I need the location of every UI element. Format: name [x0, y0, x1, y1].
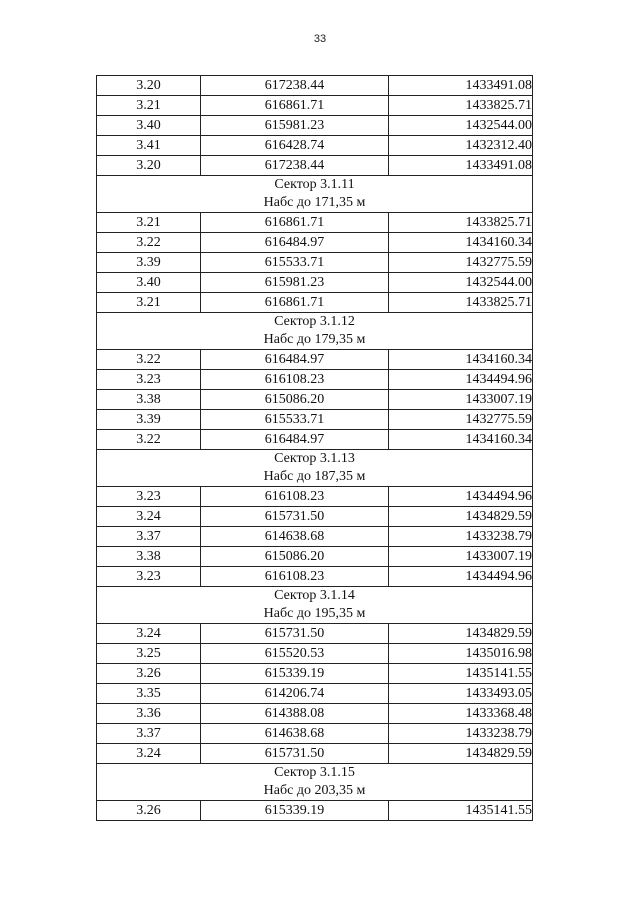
table-row [97, 156, 533, 176]
y-coordinate-cell: 1435141.55 [389, 801, 533, 821]
sector-heading-row [97, 450, 533, 487]
table-row [97, 644, 533, 664]
table-row [97, 624, 533, 644]
point-number-cell: 3.37 [97, 527, 201, 547]
y-coordinate-cell: 1433493.05 [389, 684, 533, 704]
table-row [97, 116, 533, 136]
y-coordinate-cell: 1433491.08 [389, 76, 533, 96]
table-row [97, 273, 533, 293]
y-coordinate-cell: 1433825.71 [389, 213, 533, 233]
point-number-cell: 3.24 [97, 507, 201, 527]
point-number-cell: 3.39 [97, 253, 201, 273]
point-number-cell: 3.35 [97, 684, 201, 704]
point-number-cell: 3.20 [97, 156, 201, 176]
point-number-cell: 3.38 [97, 390, 201, 410]
sector-heading [97, 176, 533, 213]
y-coordinate-cell: 1432775.59 [389, 410, 533, 430]
sector-heading-row [97, 313, 533, 350]
point-number-cell: 3.21 [97, 293, 201, 313]
y-coordinate-cell: 1432544.00 [389, 116, 533, 136]
table-row [97, 350, 533, 370]
coordinates-table [96, 75, 533, 821]
table-row [97, 664, 533, 684]
sector-height-limit: Набс до 171,35 м [263, 195, 366, 210]
point-number-cell: 3.23 [97, 567, 201, 587]
point-number-cell: 3.23 [97, 370, 201, 390]
y-coordinate-cell: 1433007.19 [389, 390, 533, 410]
sector-title: Сектор 3.1.14 [274, 588, 355, 603]
point-number-cell: 3.24 [97, 744, 201, 764]
x-coordinate-cell: 616484.97 [201, 350, 389, 370]
point-number-cell: 3.22 [97, 430, 201, 450]
point-number-cell: 3.26 [97, 801, 201, 821]
y-coordinate-cell: 1433491.08 [389, 156, 533, 176]
y-coordinate-cell: 1434829.59 [389, 744, 533, 764]
sector-heading [97, 764, 533, 801]
point-number-cell: 3.22 [97, 350, 201, 370]
table-row [97, 684, 533, 704]
y-coordinate-cell: 1433825.71 [389, 96, 533, 116]
y-coordinate-cell: 1434829.59 [389, 624, 533, 644]
table-row [97, 507, 533, 527]
y-coordinate-cell: 1432775.59 [389, 253, 533, 273]
y-coordinate-cell: 1434494.96 [389, 487, 533, 507]
x-coordinate-cell: 616484.97 [201, 430, 389, 450]
point-number-cell: 3.41 [97, 136, 201, 156]
table-row [97, 253, 533, 273]
sector-height-limit: Набс до 187,35 м [263, 469, 366, 484]
x-coordinate-cell: 616108.23 [201, 370, 389, 390]
point-number-cell: 3.38 [97, 547, 201, 567]
table-row [97, 390, 533, 410]
y-coordinate-cell: 1432312.40 [389, 136, 533, 156]
y-coordinate-cell: 1434494.96 [389, 567, 533, 587]
point-number-cell: 3.39 [97, 410, 201, 430]
table-row [97, 801, 533, 821]
y-coordinate-cell: 1434160.34 [389, 350, 533, 370]
x-coordinate-cell: 617238.44 [201, 156, 389, 176]
sector-title: Сектор 3.1.11 [274, 177, 355, 192]
table-row [97, 527, 533, 547]
x-coordinate-cell: 616861.71 [201, 213, 389, 233]
x-coordinate-cell: 615981.23 [201, 116, 389, 136]
table-row [97, 96, 533, 116]
x-coordinate-cell: 615533.71 [201, 253, 389, 273]
x-coordinate-cell: 615981.23 [201, 273, 389, 293]
y-coordinate-cell: 1433368.48 [389, 704, 533, 724]
x-coordinate-cell: 615086.20 [201, 390, 389, 410]
sector-title: Сектор 3.1.15 [274, 765, 355, 780]
x-coordinate-cell: 616108.23 [201, 487, 389, 507]
y-coordinate-cell: 1433238.79 [389, 724, 533, 744]
table-row [97, 136, 533, 156]
point-number-cell: 3.40 [97, 273, 201, 293]
x-coordinate-cell: 615520.53 [201, 644, 389, 664]
table-row [97, 233, 533, 253]
point-number-cell: 3.25 [97, 644, 201, 664]
point-number-cell: 3.22 [97, 233, 201, 253]
x-coordinate-cell: 614638.68 [201, 724, 389, 744]
x-coordinate-cell: 615339.19 [201, 664, 389, 684]
page-number: 33 [313, 33, 327, 45]
point-number-cell: 3.26 [97, 664, 201, 684]
table-row [97, 487, 533, 507]
x-coordinate-cell: 615731.50 [201, 744, 389, 764]
point-number-cell: 3.40 [97, 116, 201, 136]
y-coordinate-cell: 1434494.96 [389, 370, 533, 390]
y-coordinate-cell: 1433238.79 [389, 527, 533, 547]
x-coordinate-cell: 614206.74 [201, 684, 389, 704]
x-coordinate-cell: 615339.19 [201, 801, 389, 821]
x-coordinate-cell: 616861.71 [201, 293, 389, 313]
sector-heading-row [97, 176, 533, 213]
table-row [97, 213, 533, 233]
x-coordinate-cell: 616484.97 [201, 233, 389, 253]
x-coordinate-cell: 614638.68 [201, 527, 389, 547]
table-row [97, 76, 533, 96]
table-row [97, 704, 533, 724]
x-coordinate-cell: 616108.23 [201, 567, 389, 587]
x-coordinate-cell: 615731.50 [201, 507, 389, 527]
sector-height-limit: Набс до 179,35 м [263, 332, 366, 347]
point-number-cell: 3.24 [97, 624, 201, 644]
y-coordinate-cell: 1432544.00 [389, 273, 533, 293]
coordinates-table-body [97, 76, 533, 821]
table-row [97, 430, 533, 450]
table-row [97, 724, 533, 744]
point-number-cell: 3.20 [97, 76, 201, 96]
x-coordinate-cell: 614388.08 [201, 704, 389, 724]
sector-title: Сектор 3.1.12 [274, 314, 355, 329]
y-coordinate-cell: 1435141.55 [389, 664, 533, 684]
sector-heading-row [97, 587, 533, 624]
table-row [97, 744, 533, 764]
x-coordinate-cell: 615086.20 [201, 547, 389, 567]
x-coordinate-cell: 615533.71 [201, 410, 389, 430]
sector-heading [97, 450, 533, 487]
table-row [97, 293, 533, 313]
table-row [97, 370, 533, 390]
table-row [97, 547, 533, 567]
y-coordinate-cell: 1433007.19 [389, 547, 533, 567]
point-number-cell: 3.37 [97, 724, 201, 744]
point-number-cell: 3.36 [97, 704, 201, 724]
point-number-cell: 3.23 [97, 487, 201, 507]
table-row [97, 410, 533, 430]
y-coordinate-cell: 1434160.34 [389, 430, 533, 450]
y-coordinate-cell: 1433825.71 [389, 293, 533, 313]
x-coordinate-cell: 617238.44 [201, 76, 389, 96]
x-coordinate-cell: 616428.74 [201, 136, 389, 156]
sector-height-limit: Набс до 203,35 м [263, 783, 366, 798]
sector-title: Сектор 3.1.13 [274, 451, 355, 466]
y-coordinate-cell: 1434829.59 [389, 507, 533, 527]
table-row [97, 567, 533, 587]
x-coordinate-cell: 616861.71 [201, 96, 389, 116]
point-number-cell: 3.21 [97, 96, 201, 116]
x-coordinate-cell: 615731.50 [201, 624, 389, 644]
point-number-cell: 3.21 [97, 213, 201, 233]
sector-height-limit: Набс до 195,35 м [263, 606, 366, 621]
sector-heading-row [97, 764, 533, 801]
y-coordinate-cell: 1434160.34 [389, 233, 533, 253]
sector-heading [97, 587, 533, 624]
y-coordinate-cell: 1435016.98 [389, 644, 533, 664]
sector-heading [97, 313, 533, 350]
